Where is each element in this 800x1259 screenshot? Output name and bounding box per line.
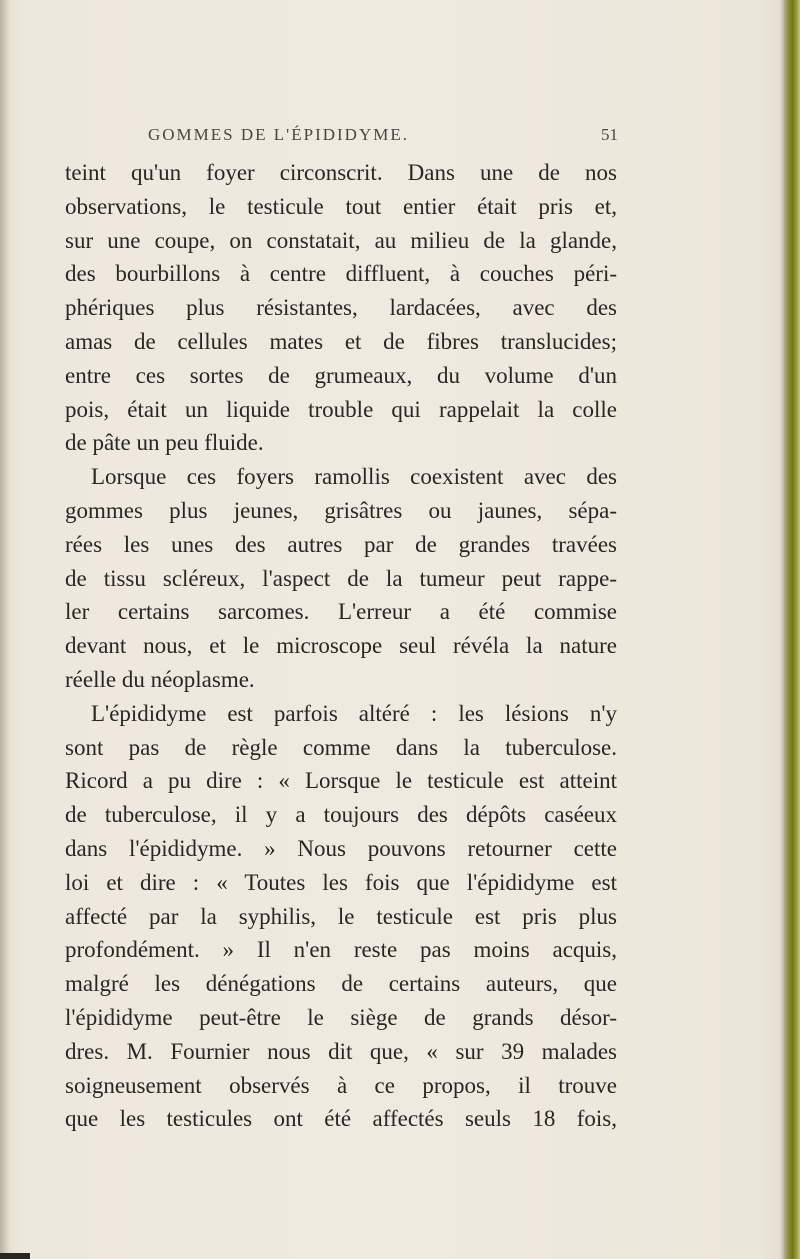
text-line: teint qu'un foyer circonscrit. Dans une de nos	[65, 160, 617, 185]
text-line: dans l'épididyme. » Nous pouvons retourner cette	[65, 835, 617, 861]
text-line: devant nous, et le microscope seul révéla la nature	[65, 633, 617, 659]
text-line: rées les unes des autres par de grandes travées	[65, 531, 617, 557]
text-line: Ricord a pu dire : « Lorsque le testicule est atteint	[65, 768, 617, 794]
text-line: profondément. » Il n'en reste pas moins acquis,	[65, 937, 617, 963]
text-line: sur une coupe, on constatait, au milieu de la glande,	[65, 227, 617, 253]
text-line: de tissu scléreux, l'aspect de la tumeur peut rappe-	[65, 565, 617, 591]
text-line: de tuberculose, il y a toujours des dépôts caséeux	[65, 802, 617, 828]
page-right-edge	[784, 0, 800, 1259]
text-line: pois, était un liquide trouble qui rappelait la colle	[65, 396, 617, 422]
paragraph-start-line: L'épididyme est parfois altéré : les lésions n'y	[91, 700, 617, 726]
text-line: gommes plus jeunes, grisâtres ou jaunes, sépa-	[65, 497, 617, 523]
text-line: sont pas de règle comme dans la tuberculose.	[65, 734, 617, 760]
text-line: observations, le testicule tout entier était pris et,	[65, 193, 617, 219]
page-left-edge	[0, 0, 10, 1259]
text-line: ler certains sarcomes. L'erreur a été commise	[65, 599, 617, 625]
text-line: amas de cellules mates et de fibres translucides;	[65, 328, 617, 354]
paragraph-end-line: réelle du néoplasme.	[65, 666, 255, 692]
page-number: 51	[601, 125, 618, 144]
text-line: entre ces sortes de grumeaux, du volume d'un	[65, 362, 617, 388]
text-line: malgré les dénégations de certains auteurs, que	[65, 971, 617, 997]
text-line: des bourbillons à centre diffluent, à couches péri-	[65, 261, 617, 287]
body-text	[65, 156, 617, 1136]
running-title: GOMMES DE L'ÉPIDIDYME.	[148, 125, 409, 144]
running-head	[148, 125, 618, 155]
paragraph-end-line: de pâte un peu fluide.	[65, 430, 264, 456]
text-line: l'épididyme peut-être le siège de grands désor-	[65, 1004, 617, 1030]
text-line: que les testicules ont été affectés seuls 18 fois,	[65, 1106, 617, 1132]
page-bottom-mark	[0, 1253, 30, 1259]
text-line: soigneusement observés à ce propos, il trouve	[65, 1072, 617, 1098]
text-line: phériques plus résistantes, lardacées, avec des	[65, 295, 617, 321]
text-line: loi et dire : « Toutes les fois que l'épididyme est	[65, 869, 617, 895]
text-line: affecté par la syphilis, le testicule est pris plus	[65, 903, 617, 929]
text-line: dres. M. Fournier nous dit que, « sur 39 malades	[65, 1038, 617, 1064]
paragraph-start-line: Lorsque ces foyers ramollis coexistent avec des	[91, 464, 617, 490]
